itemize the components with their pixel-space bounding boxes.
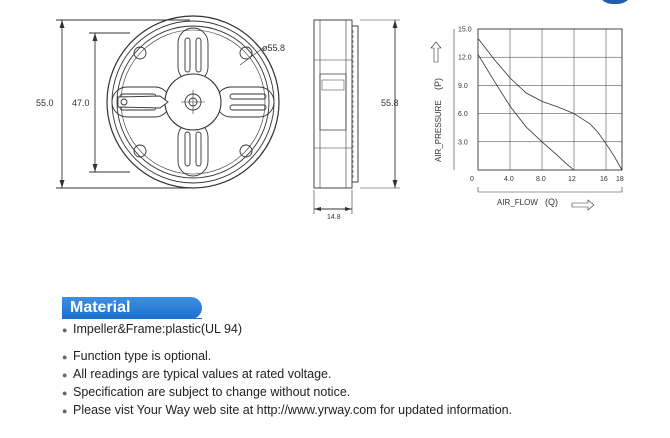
up-arrow-icon xyxy=(431,42,441,62)
y-tick-label: 6.0 xyxy=(458,111,468,119)
material-underline xyxy=(62,318,202,319)
material-item: ● Impeller&Frame:plastic(UL 94) xyxy=(62,321,242,339)
notes-list xyxy=(62,348,512,420)
hole-dim-label: ø55.8 xyxy=(262,43,286,53)
note-item: ● Please vist Your Way web site at http://www.yrway.com for updated information. xyxy=(62,402,512,420)
y-axis-symbol: (P) xyxy=(433,78,443,90)
x-tick-label: 8.0 xyxy=(536,176,546,183)
bullet-icon: ● xyxy=(62,406,68,416)
overall-dim-label: 55.0 xyxy=(36,98,54,108)
x-tick-label: 16 xyxy=(600,176,608,183)
x-tick-label: 4.0 xyxy=(504,176,514,183)
mount-dim-label: 47.0 xyxy=(72,98,90,108)
material-title: Material xyxy=(70,299,131,316)
x-axis-symbol: (Q) xyxy=(545,197,558,207)
thickness-label: 14.8 xyxy=(327,214,341,221)
pq-curve-1 xyxy=(478,54,574,170)
x-tick-label: 12 xyxy=(568,176,576,183)
x-tick-label: 18 xyxy=(616,176,624,183)
note-item: ● Function type is optional. xyxy=(62,348,512,366)
y-tick-label: 15.0 xyxy=(458,26,472,34)
bullet-icon: ● xyxy=(62,352,68,362)
material-list xyxy=(62,321,242,339)
y-tick-label: 12.0 xyxy=(458,54,472,62)
x-axis-label: AIR_FLOW xyxy=(497,198,538,207)
right-arrow-icon xyxy=(572,200,594,210)
side-view xyxy=(314,20,400,214)
x-tick-label: 0 xyxy=(470,176,474,183)
bullet-icon: ● xyxy=(62,388,68,398)
y-tick-label: 3.0 xyxy=(458,139,468,147)
note-item: ● All readings are typical values at rated voltage. xyxy=(62,366,512,384)
y-axis-label: AIR_PRESSURE xyxy=(434,100,443,162)
note-item: ● Specification are subject to change without notice. xyxy=(62,384,512,402)
bullet-icon: ● xyxy=(62,325,68,335)
material-heading xyxy=(62,297,202,319)
pq-curve-2 xyxy=(478,38,622,170)
y-tick-label: 9.0 xyxy=(458,82,468,90)
side-height-label: 55.8 xyxy=(381,98,399,108)
bullet-icon: ● xyxy=(62,370,68,380)
pq-curve-chart xyxy=(431,27,624,211)
